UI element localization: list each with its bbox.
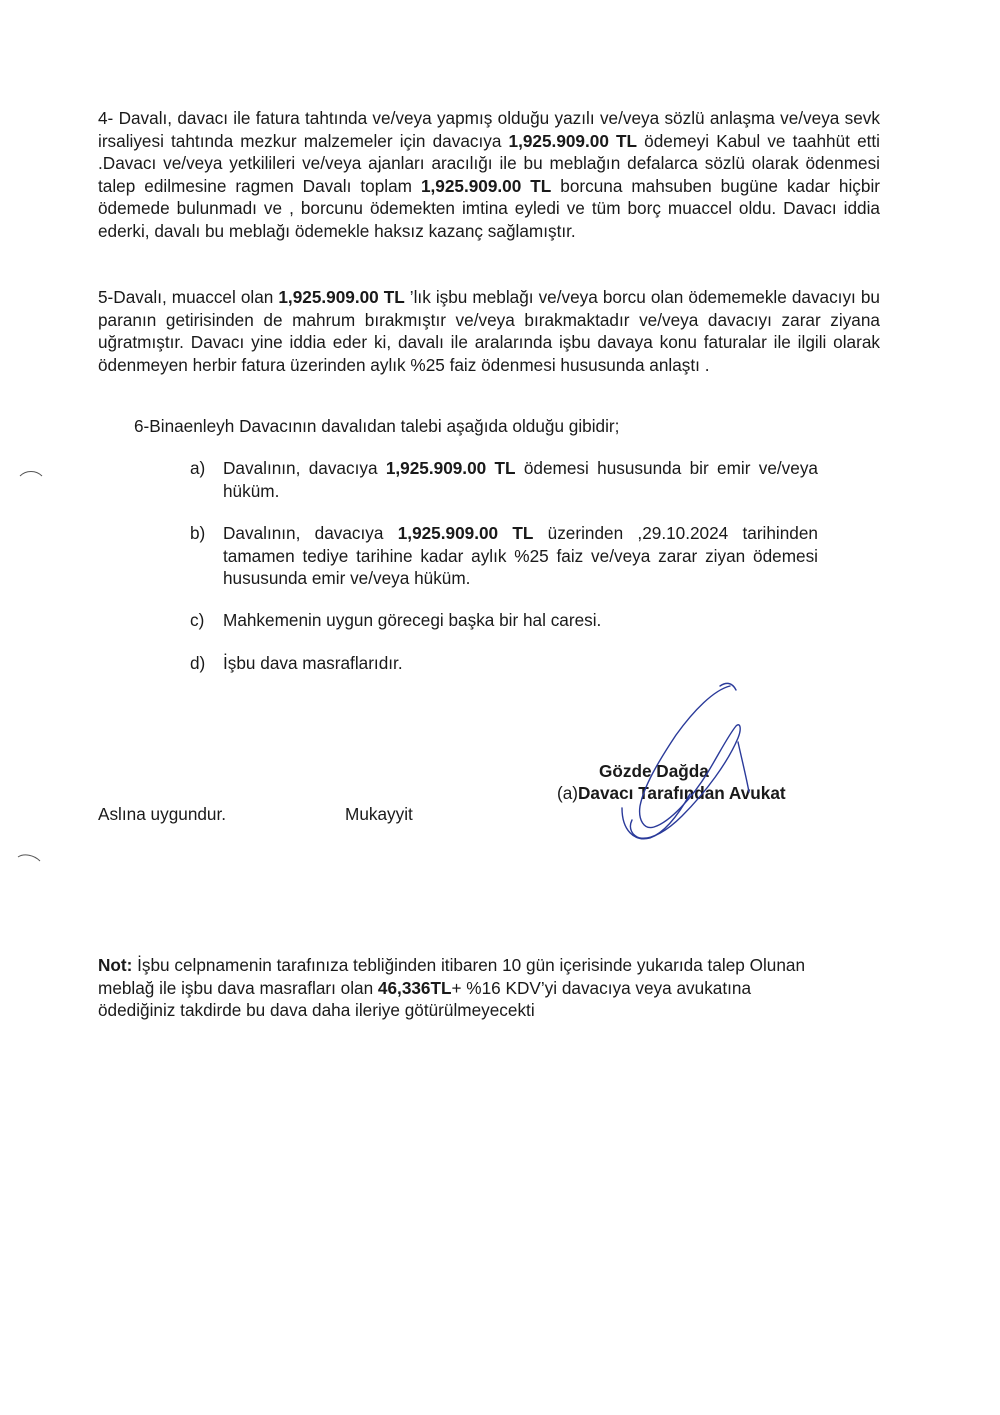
signature-stroke — [738, 742, 749, 792]
signatory-name: Gözde Dağda — [599, 761, 709, 781]
paragraph-4-text-3: borcuna mahsuben bugüne kadar hiçbir ödemede bulunmadı ve , borcunu ödemekten imtina eyledi ve tüm borç muaccel oldu. Davacı iddia ederki, davalı bu meblağı ödemekle haksız kazanç sağlamıştır. — [98, 175, 880, 241]
claim-text — [223, 457, 818, 502]
paragraph-5-text-2: ’lık işbu meblağı ve/veya borcu olan ödememekle davacıyı bu paranın getirisinden de mahrum bırakmıştır ve/veya bırakmaktadır ve/veya davacıyı zarar ziyana uğratmıştır. Davacı yine iddia eder ki, davalı ile aralarında işbu davaya konu faturalar ile ilgili olarak ödenmeyen herbir fatura üzerinden aylık %25 faiz ödenmesi hususunda anlaştı . — [98, 287, 880, 375]
claim-text-part: ödemesi hususunda bir emir ve/veya hüküm. — [223, 458, 818, 501]
certified-copy-label: Aslına uygundur. — [98, 804, 227, 824]
claim-label: b) — [190, 523, 206, 543]
claim-text-part: Davalının, davacıya — [223, 523, 398, 543]
scan-mark — [14, 843, 44, 873]
claim-text: İşbu dava masraflarıdır. — [223, 653, 403, 673]
claim-label: a) — [190, 458, 206, 478]
handwritten-signature — [610, 680, 770, 845]
note-label: Not: — [98, 955, 133, 975]
claim-item-a — [190, 457, 818, 502]
amount-bold: 1,925.909.00 TL — [385, 458, 516, 478]
claim-text-part: Davalının, davacıya — [223, 458, 386, 478]
paragraph-4-text-2: ödemeyi Kabul ve taahhüt etti .Davacı ve/veya yetkilileri ve/veya ajanları aracılığı ile bu meblağın defalarca sözlü olarak ödenmesi talep edilmesine ragmen Davalı toplam — [98, 130, 880, 196]
claim-label: c) — [190, 610, 205, 630]
note-amount: 46,336TL — [377, 977, 452, 998]
role-prefix: (a) — [557, 783, 579, 803]
paragraph-5-text-1: 5-Davalı, muaccel olan — [98, 287, 279, 307]
scan-mark — [16, 460, 46, 490]
claim-text: Mahkemenin uygun görecegi başka bir hal caresi. — [223, 610, 602, 630]
amount-bold: 1,925.909.00 TL — [397, 523, 534, 543]
claim-item-b — [190, 522, 818, 590]
note-text-2: + %16 KDV’yi davacıya veya avukatına ödediğiniz takdirde bu dava daha ileriye götürülmeyecekti — [98, 977, 752, 1021]
amount-bold: 1,925.909.00 TL — [508, 130, 638, 151]
amount-bold: 1,925.909.00 TL — [420, 175, 552, 196]
claim-text-part: üzerinden ,29.10.2024 tarihinden tamamen tediye tarihine kadar aylık %25 faiz ve/veya zarar ziyan ödemesi hususunda emir ve/veya hüküm. — [223, 523, 818, 589]
claim-text — [223, 522, 818, 590]
paragraph-4-text-1: 4- Davalı, davacı ile fatura tahtında ve/veya yapmış olduğu yazılı ve/veya sözlü anlaşma ve/veya sevk irsaliyesi tahtında mezkur malzemeler için davacıya — [98, 108, 880, 151]
note-paragraph — [98, 954, 820, 1022]
paragraph-5 — [98, 286, 880, 376]
note-text-1: İşbu celpnamenin tarafınıza tebliğinden itibaren 10 gün içerisinde yukarıda talep Olunan meblağ ile işbu dava masrafları olan — [98, 955, 806, 998]
registrar-label: Mukayyit — [345, 804, 413, 824]
role-title: Davacı Tarafından Avukat — [578, 783, 786, 803]
signature-stroke — [630, 686, 740, 838]
claim-item-d — [190, 652, 818, 675]
claim-label: d) — [190, 653, 206, 673]
paragraph-6-intro: 6-Binaenleyh Davacının davalıdan talebi aşağıda olduğu gibidir; — [134, 416, 620, 436]
paragraph-4 — [98, 107, 880, 243]
amount-bold: 1,925.909.00 TL — [278, 287, 405, 307]
claim-item-c — [190, 609, 818, 632]
